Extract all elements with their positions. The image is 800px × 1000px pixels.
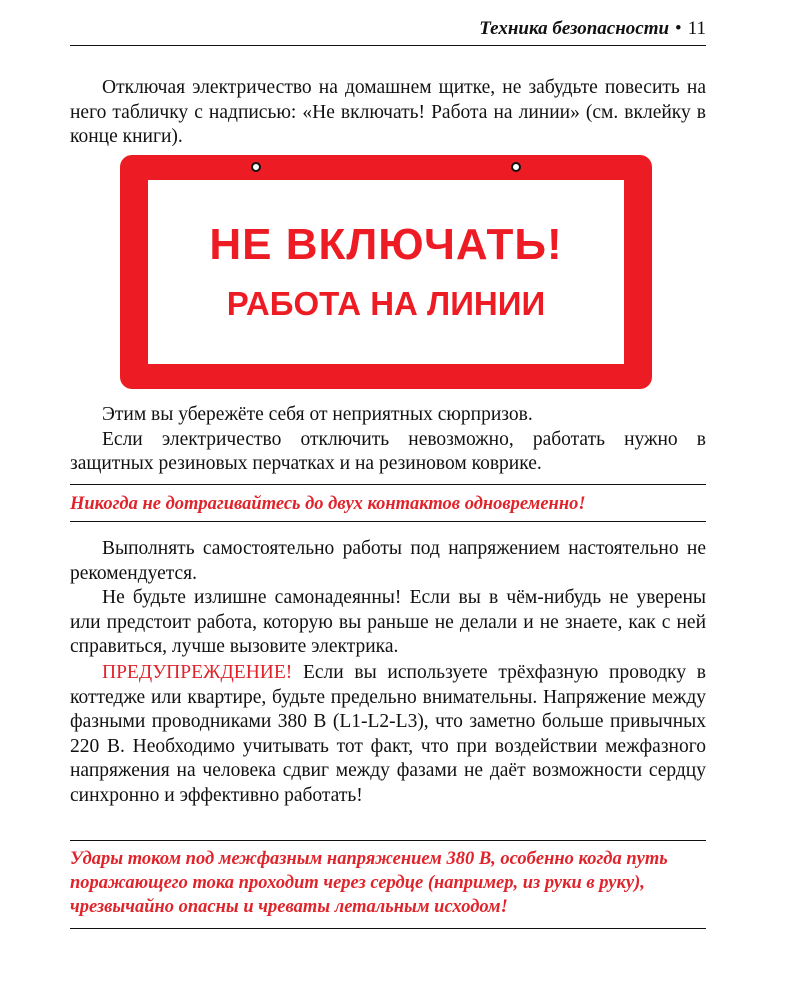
paragraph: Не будьте излишне самонадеянны! Если вы в чём-нибудь не уверены или предстоит работа, которую вы раньше не делали и не знаете, как с ней справиться, лучше вызовите электрика. (70, 587, 706, 657)
header-separator: • (675, 18, 682, 39)
warning-box-2: Удары током под межфазным напряжением 380 В, особенно когда путь поражающего тока проходит через сердце (например, из руки в руку), чрезвычайно опасны и чреваты летальным исходом! (70, 849, 668, 917)
intro-block (70, 76, 706, 150)
sign-subtitle: РАБОТА НА ЛИНИИ (226, 285, 546, 322)
paragraph: Этим вы убережёте себя от неприятных сюрпризов. (102, 404, 533, 425)
sign-hole-left (251, 162, 261, 172)
sign-panel (148, 180, 624, 364)
middle-block (70, 537, 706, 660)
header-title: Техника безопасности (479, 18, 670, 39)
warning-sign (120, 155, 652, 389)
sign-hole-right (511, 162, 521, 172)
caution-paragraph (70, 661, 706, 808)
warning-rule-top-2 (70, 840, 706, 841)
intro-paragraph: Отключая электричество на домашнем щитке, не забудьте повесить на него табличку с надписью: «Не включать! Работа на линии» (см. вклейку в конце книги). (70, 77, 706, 147)
paragraph: Если электричество отключить невозможно, работать нужно в защитных резиновых перчатках и на резиновом коврике. (70, 428, 706, 474)
warning-box-1: Никогда не дотрагивайтесь до двух контактов одновременно! (70, 494, 586, 514)
caution-block (70, 661, 706, 808)
caution-label: ПРЕДУПРЕЖДЕНИЕ! (102, 662, 293, 683)
warning-rule-bottom (70, 521, 706, 522)
sign-title: НЕ ВКЛЮЧАТЬ! (209, 220, 563, 269)
paragraph: Выполнять самостоятельно работы под напряжением настоятельно не рекомендуется. (70, 538, 706, 584)
after-sign-block (70, 403, 706, 477)
warning-rule-bottom-2 (70, 928, 706, 929)
page-number: 11 (687, 18, 706, 39)
caution-text: Если вы используете трёхфазную проводку в коттедже или квартире, будьте предельно внимательны. Напряжение между фазными проводниками 380 В (L1-L2-L3), что заметно больше привычных 220 В. Необходимо учитывать тот факт, что при воздействии межфазного напряжения на человека сдвиг между фазами не даёт возможности сердцу синхронно и эффективно работать! (70, 662, 706, 806)
warning-rule-top (70, 484, 706, 485)
header-rule (70, 45, 706, 46)
running-header (70, 14, 706, 44)
